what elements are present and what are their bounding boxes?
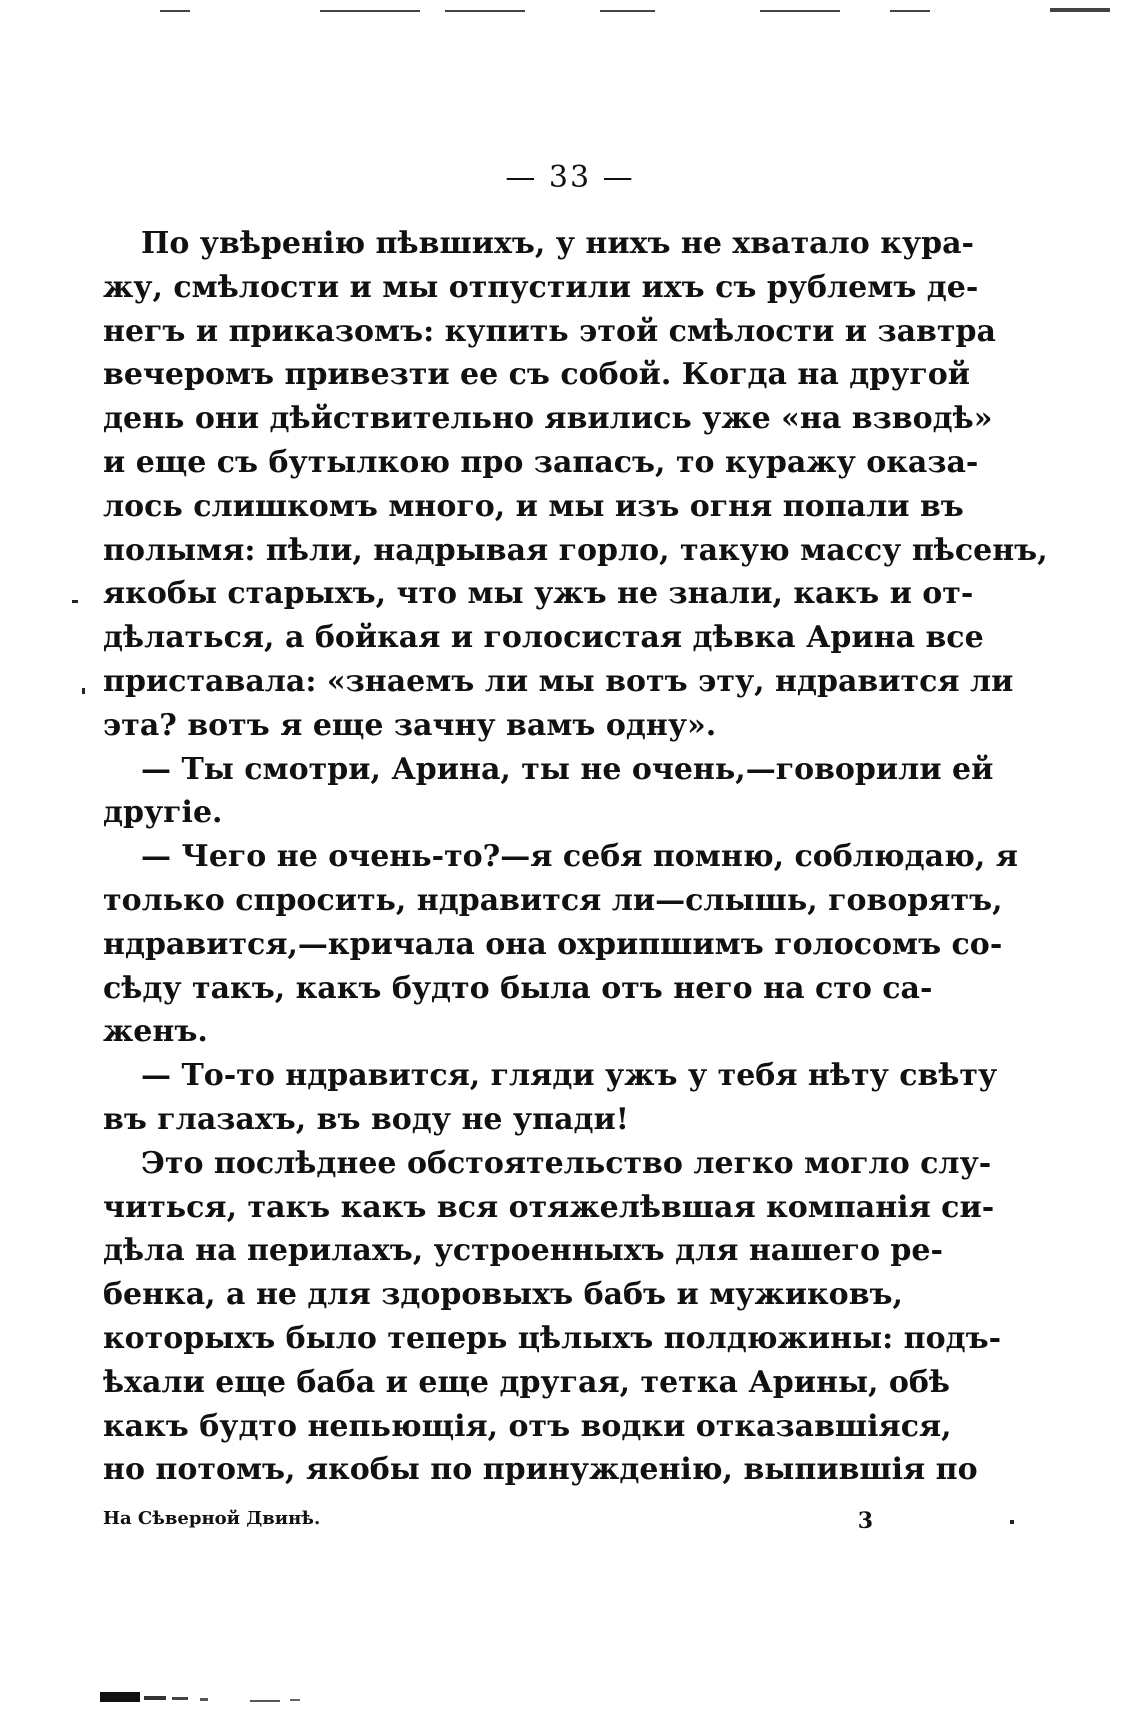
page-number: — 33 — bbox=[505, 160, 635, 195]
text-line: дѣла на перилахъ, устроенныхъ для нашего ре- bbox=[103, 1233, 943, 1269]
text-line: Это послѣднее обстоятельство легко могло слу- bbox=[141, 1145, 992, 1181]
scan-rule bbox=[600, 10, 655, 12]
text-line: женъ. bbox=[103, 1014, 208, 1050]
text-line: негъ и приказомъ: купить этой смѣлости и завтра bbox=[103, 313, 996, 349]
text-line: другіе. bbox=[103, 795, 223, 831]
text-line: въ глазахъ, въ воду не упади! bbox=[103, 1101, 629, 1137]
text-line: бенка, а не для здоровыхъ бабъ и мужиковъ, bbox=[103, 1277, 903, 1313]
text-line: только спросить, ндравится ли—слышь, говорятъ, bbox=[103, 882, 1003, 918]
page-footer bbox=[103, 1508, 873, 1534]
text-line: эта? вотъ я еще зачну вамъ одну». bbox=[103, 707, 717, 743]
footer-signature-number: 3 bbox=[857, 1508, 873, 1534]
text-line: — Ты смотри, Арина, ты не очень,—говорили ей bbox=[141, 751, 994, 787]
scan-rule bbox=[890, 10, 930, 12]
text-line: сѣду такъ, какъ будто была отъ него на сто са- bbox=[103, 970, 933, 1006]
text-line: лось слишкомъ много, и мы изъ огня попали въ bbox=[103, 488, 964, 524]
margin-mark bbox=[1010, 1520, 1014, 1524]
scan-rule bbox=[445, 10, 525, 12]
text-line: якобы старыхъ, что мы ужъ не знали, какъ и от- bbox=[103, 576, 974, 612]
scan-rule bbox=[160, 10, 190, 12]
text-line: какъ будто непьющія, отъ водки отказавшіяся, bbox=[103, 1408, 952, 1444]
text-line: и еще съ бутылкою про запасъ, то куражу оказа- bbox=[103, 444, 979, 480]
scan-rule bbox=[320, 10, 420, 12]
scan-rule bbox=[1050, 8, 1110, 12]
text-line: которыхъ было теперь цѣлыхъ полдюжины: подъ- bbox=[103, 1320, 1002, 1356]
text-line: жу, смѣлости и мы отпустили ихъ съ рублемъ де- bbox=[103, 269, 979, 305]
text-line: читься, такъ какъ вся отяжелѣвшая компанія си- bbox=[103, 1189, 995, 1225]
text-line: ѣхали еще баба и еще другая, тетка Арины, обѣ bbox=[103, 1364, 951, 1400]
text-line: ндравится,—кричала она охрипшимъ голосомъ со- bbox=[103, 926, 1003, 962]
text-line: приставала: «знаемъ ли мы вотъ эту, ндравится ли bbox=[103, 663, 1014, 699]
text-line: полымя: пѣли, надрывая горло, такую массу пѣсенъ, bbox=[103, 532, 1048, 568]
text-line: — То-то ндравится, гляди ужъ у тебя нѣту свѣту bbox=[141, 1058, 998, 1094]
text-line: По увѣренію пѣвшихъ, у нихъ не хватало кура- bbox=[141, 226, 974, 261]
scan-specks bbox=[100, 1690, 340, 1704]
scan-rule bbox=[760, 10, 840, 12]
margin-mark bbox=[82, 688, 85, 694]
text-line: день они дѣйствительно явились уже «на взводѣ» bbox=[103, 401, 993, 437]
text-line: вечеромъ привезти ее съ собой. Когда на другой bbox=[103, 357, 971, 393]
body-text bbox=[103, 222, 1048, 1492]
text-line: но потомъ, якобы по принужденію, выпившія по bbox=[103, 1452, 978, 1488]
text-line: — Чего не очень-то?—я себя помню, соблюдаю, я bbox=[141, 839, 1018, 875]
margin-mark bbox=[72, 600, 78, 603]
footer-signature-title: На Сѣверной Двинѣ. bbox=[103, 1508, 321, 1529]
text-line: дѣлаться, а бойкая и голосистая дѣвка Арина все bbox=[103, 620, 984, 656]
